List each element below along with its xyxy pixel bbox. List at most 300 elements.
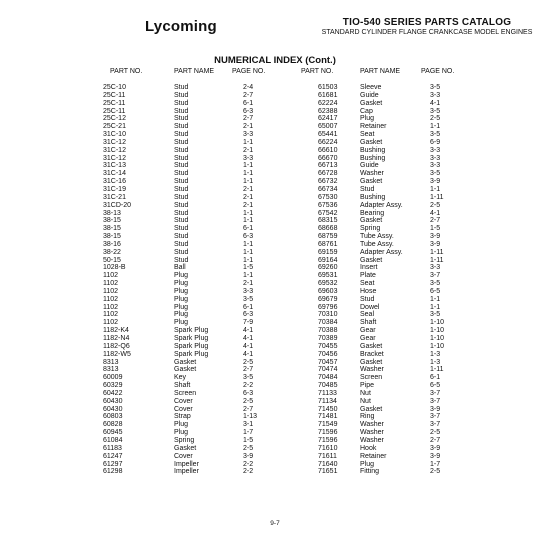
cell-page-no-2: 1-1 [430, 185, 441, 193]
cell-page-no-2: 3-5 [430, 107, 441, 115]
header-part-no-2: PART NO. [301, 68, 334, 75]
cell-part-name: Stud [174, 170, 189, 178]
cell-page-no-2: 1-1 [430, 123, 441, 131]
cell-part-name-2: Stud [360, 295, 375, 303]
cell-page-no: 2-1 [243, 123, 254, 131]
cell-page-no-2: 3-5 [430, 280, 441, 288]
cell-part-no: 60945 [103, 429, 123, 437]
cell-page-no: 3-1 [243, 421, 254, 429]
cell-part-no-2: 66713 [318, 162, 338, 170]
cell-page-no-2: 1-11 [430, 248, 444, 256]
cell-page-no: 1-1 [243, 209, 254, 217]
cell-part-no: 38-22 [103, 248, 121, 256]
cell-part-no-2: 68761 [318, 240, 338, 248]
cell-part-name: Stud [174, 225, 189, 233]
cell-page-no: 6-3 [243, 107, 254, 115]
table-row [0, 123, 550, 131]
cell-part-name: Stud [174, 209, 189, 217]
cell-page-no: 4-1 [243, 350, 254, 358]
cell-part-name: Stud [174, 256, 189, 264]
cell-part-no: 38-13 [103, 209, 121, 217]
cell-part-name-2: Fitting [360, 468, 380, 476]
header-part-name-2: PART NAME [360, 68, 401, 75]
cell-page-no: 3-5 [243, 295, 254, 303]
table-row [0, 108, 550, 116]
table-row [0, 194, 550, 202]
cell-page-no-2: 4-1 [430, 209, 441, 217]
table-row [0, 280, 550, 288]
cell-part-name: Spark Plug [174, 342, 209, 350]
cell-part-no: 1102 [103, 272, 119, 280]
cell-page-no-2: 2-5 [430, 115, 441, 123]
cell-page-no-2: 1-10 [430, 342, 445, 350]
cell-page-no-2: 1-1 [430, 303, 441, 311]
cell-part-name: Plug [174, 280, 189, 288]
cell-part-no-2: 65441 [318, 131, 338, 139]
table-row [0, 162, 550, 170]
cell-part-no: 1102 [103, 287, 119, 295]
table-row [0, 202, 550, 210]
cell-page-no: 4-1 [243, 342, 254, 350]
cell-part-name-2: Bearing [360, 209, 385, 217]
cell-page-no: 3-5 [243, 374, 254, 382]
cell-page-no: 2-7 [243, 91, 254, 99]
cell-part-no-2: 66728 [318, 170, 338, 178]
cell-part-no: 1102 [103, 311, 119, 319]
cell-part-no: 60009 [103, 374, 123, 382]
cell-part-name-2: Gasket [360, 178, 383, 186]
cell-part-no-2: 67536 [318, 201, 338, 209]
table-row [0, 382, 550, 390]
table-row [0, 84, 550, 92]
cell-part-no-2: 71610 [318, 444, 338, 452]
cell-page-no-2: 3-5 [430, 131, 441, 139]
cell-page-no-2: 1-5 [430, 225, 441, 233]
section-title: NUMERICAL INDEX (Cont.) [214, 55, 336, 66]
table-row [0, 327, 550, 335]
cell-part-no: 38-15 [103, 225, 121, 233]
cell-page-no: 1-1 [243, 256, 254, 264]
cell-part-no: 38-16 [103, 240, 121, 248]
cell-part-no: 25C-21 [103, 123, 126, 131]
cell-page-no: 2-4 [243, 84, 254, 91]
cell-part-name: Gasket [174, 358, 197, 366]
cell-page-no: 2-5 [243, 358, 254, 366]
cell-part-name-2: Bushing [360, 193, 386, 201]
cell-part-name: Plug [174, 421, 189, 429]
cell-part-name: Stud [174, 138, 189, 146]
cell-part-no: 1102 [103, 280, 119, 288]
table-row [0, 398, 550, 406]
cell-page-no: 6-3 [243, 311, 254, 319]
cell-page-no: 6-3 [243, 389, 254, 397]
cell-part-name-2: Spring [360, 225, 381, 233]
cell-part-name-2: Gasket [360, 358, 383, 366]
table-row [0, 233, 550, 241]
cell-part-no: 31C-13 [103, 162, 126, 170]
cell-part-no-2: 71549 [318, 421, 338, 429]
catalog-subtitle: STANDARD CYLINDER FLANGE CRANKCASE MODEL ENGINES [321, 29, 533, 36]
cell-part-name: Stud [174, 99, 189, 107]
cell-page-no-2: 1-1 [430, 295, 441, 303]
cell-page-no: 1-1 [243, 162, 254, 170]
cell-page-no-2: 3-9 [430, 444, 441, 452]
cell-page-no-2: 3-3 [430, 162, 441, 170]
table-row [0, 468, 550, 476]
cell-part-name-2: Washer [360, 429, 384, 437]
cell-part-name-2: Gasket [360, 405, 383, 413]
table-row [0, 115, 550, 123]
table-row [0, 225, 550, 233]
cell-part-no-2: 68759 [318, 233, 338, 241]
cell-page-no-2: 3-9 [430, 178, 441, 186]
cell-part-name: Shaft [174, 382, 191, 390]
cell-part-no-2: 71133 [318, 389, 337, 397]
cell-part-name-2: Washer [360, 366, 384, 374]
cell-part-name: Stud [174, 233, 189, 241]
table-row [0, 359, 550, 367]
catalog-header [316, 17, 538, 36]
cell-part-name-2: Retainer [360, 123, 387, 131]
table-row [0, 445, 550, 453]
cell-page-no-2: 6-9 [430, 138, 441, 146]
cell-part-no-2: 70389 [318, 335, 338, 342]
cell-part-name-2: Gasket [360, 138, 383, 146]
cell-page-no-2: 2-7 [430, 217, 441, 225]
cell-part-no: 61297 [103, 460, 123, 468]
cell-page-no-2: 1-10 [430, 319, 445, 327]
cell-part-name-2: Gasket [360, 99, 383, 107]
cell-part-no-2: 69531 [318, 272, 338, 280]
cell-part-no: 31C-12 [103, 154, 126, 162]
cell-part-no-2: 69164 [318, 256, 338, 264]
table-row [0, 288, 550, 296]
cell-part-name: Plug [174, 287, 189, 295]
cell-part-name-2: Washer [360, 421, 384, 429]
table-row [0, 100, 550, 108]
cell-part-name: Plug [174, 311, 189, 319]
cell-part-name: Stud [174, 240, 189, 248]
cell-page-no: 1-5 [243, 264, 254, 272]
cell-part-name: Impeller [174, 460, 199, 468]
cell-part-name-2: Bushing [360, 146, 386, 154]
cell-part-name: Stud [174, 178, 189, 186]
cell-page-no: 7-9 [243, 319, 254, 327]
cell-part-no-2: 69679 [318, 295, 338, 303]
cell-part-no-2: 68668 [318, 225, 338, 233]
cell-part-no-2: 70455 [318, 342, 338, 350]
cell-part-name-2: Sleeve [360, 84, 382, 91]
table-row [0, 155, 550, 163]
table-row [0, 210, 550, 218]
table-row [0, 374, 550, 382]
cell-part-name: Strap [174, 413, 191, 421]
table-row [0, 170, 550, 178]
cell-part-name-2: Plug [360, 115, 375, 123]
cell-part-no: 60430 [103, 397, 123, 405]
cell-part-name: Stud [174, 131, 189, 139]
cell-page-no: 2-5 [243, 397, 254, 405]
cell-part-no: 38-15 [103, 217, 121, 225]
cell-part-no-2: 66670 [318, 154, 338, 162]
cell-part-no: 60803 [103, 413, 123, 421]
cell-page-no-2: 1-11 [430, 366, 444, 374]
cell-part-no: 25C-11 [103, 91, 126, 99]
cell-page-no: 2-7 [243, 405, 254, 413]
cell-page-no-2: 1-10 [430, 335, 445, 342]
cell-part-name: Stud [174, 123, 189, 131]
cell-part-no: 50-15 [103, 256, 121, 264]
cell-part-name-2: Plate [360, 272, 376, 280]
cell-part-no: 31CD-20 [103, 201, 132, 209]
cell-part-name-2: Screen [360, 374, 383, 382]
cell-page-no-2: 6-5 [430, 287, 441, 295]
table-row [0, 257, 550, 265]
cell-part-name-2: Bushing [360, 154, 386, 162]
table-row [0, 304, 550, 312]
cell-part-no-2: 71596 [318, 436, 338, 444]
cell-part-no-2: 62417 [318, 115, 338, 123]
cell-part-no: 61084 [103, 436, 123, 444]
cell-part-name-2: Gear [360, 335, 376, 342]
cell-part-no: 61298 [103, 468, 123, 476]
table-row [0, 335, 550, 343]
cell-part-name-2: Pipe [360, 382, 375, 390]
cell-part-name: Stud [174, 162, 189, 170]
cell-page-no: 1-1 [243, 138, 254, 146]
cell-part-name: Screen [174, 389, 197, 397]
cell-part-no-2: 71450 [318, 405, 338, 413]
table-row [0, 296, 550, 304]
cell-part-no: 31C-19 [103, 185, 126, 193]
cell-part-no-2: 65007 [318, 123, 338, 131]
cell-page-no-2: 6-1 [430, 374, 441, 382]
cell-part-no-2: 71651 [318, 468, 338, 476]
cell-part-name-2: Gasket [360, 256, 383, 264]
page-number: 9-7 [270, 520, 280, 527]
cell-page-no: 1-1 [243, 217, 254, 225]
cell-part-no-2: 62224 [318, 99, 338, 107]
cell-part-no-2: 68315 [318, 217, 338, 225]
cell-page-no: 3-3 [243, 154, 254, 162]
cell-part-no: 25C-11 [103, 107, 126, 115]
table-row [0, 241, 550, 249]
cell-part-no: 1028-B [103, 264, 126, 272]
cell-part-name: Impeller [174, 468, 199, 476]
cell-part-no: 8313 [103, 366, 119, 374]
cell-part-no: 25C-10 [103, 84, 126, 91]
cell-page-no-2: 3-7 [430, 389, 441, 397]
cell-page-no: 2-7 [243, 115, 254, 123]
cell-part-name-2: Washer [360, 170, 384, 178]
cell-part-name-2: Stud [360, 185, 375, 193]
cell-part-name-2: Seat [360, 280, 375, 288]
cell-part-no-2: 70457 [318, 358, 338, 366]
cell-part-no: 1102 [103, 295, 119, 303]
cell-page-no: 2-1 [243, 146, 254, 154]
cell-part-no: 1182-W5 [103, 350, 131, 358]
cell-part-no-2: 66610 [318, 146, 338, 154]
cell-part-no-2: 66732 [318, 178, 338, 186]
cell-part-name-2: Shaft [360, 319, 377, 327]
cell-page-no-2: 2-5 [430, 429, 441, 437]
cell-part-no: 38-15 [103, 233, 121, 241]
cell-part-name: Stud [174, 201, 189, 209]
cell-part-name-2: Hose [360, 287, 377, 295]
cell-part-name: Spark Plug [174, 335, 209, 342]
cell-part-no: 31C-16 [103, 178, 126, 186]
cell-page-no-2: 3-5 [430, 311, 441, 319]
cell-part-no: 60430 [103, 405, 123, 413]
cell-part-name-2: Adapter Assy. [360, 201, 403, 209]
header-part-name: PART NAME [174, 68, 215, 75]
table-row [0, 139, 550, 147]
cell-part-no-2: 70484 [318, 374, 338, 382]
cell-part-no: 61247 [103, 452, 123, 460]
cell-part-no: 60828 [103, 421, 123, 429]
table-row [0, 429, 550, 437]
cell-page-no: 2-5 [243, 444, 254, 452]
cell-part-no: 31C-12 [103, 146, 126, 154]
table-row [0, 366, 550, 374]
cell-part-name: Plug [174, 319, 189, 327]
cell-page-no-2: 1-3 [430, 358, 441, 366]
table-row [0, 178, 550, 186]
cell-part-no: 31C-10 [103, 131, 126, 139]
cell-part-name: Gasket [174, 444, 197, 452]
cell-page-no-2: 1-7 [430, 460, 441, 468]
cell-part-no-2: 70485 [318, 382, 338, 390]
cell-part-no: 31C-21 [103, 193, 126, 201]
cell-part-name: Stud [174, 107, 189, 115]
table-row [0, 421, 550, 429]
table-row [0, 264, 550, 272]
cell-part-name-2: Guide [360, 162, 379, 170]
table-row [0, 217, 550, 225]
cell-part-name-2: Seal [360, 311, 375, 319]
cell-part-name-2: Cap [360, 107, 373, 115]
cell-page-no-2: 3-5 [430, 170, 441, 178]
table-row [0, 249, 550, 257]
cell-part-name: Stud [174, 217, 189, 225]
cell-page-no-2: 4-1 [430, 99, 441, 107]
cell-part-name: Stud [174, 115, 189, 123]
cell-page-no: 3-3 [243, 287, 254, 295]
cell-part-name: Plug [174, 303, 189, 311]
cell-part-no-2: 69260 [318, 264, 338, 272]
index-table [0, 84, 550, 476]
header-page-no: PAGE NO. [232, 68, 266, 75]
cell-part-no: 1102 [103, 319, 119, 327]
cell-part-name: Plug [174, 295, 189, 303]
cell-part-name: Plug [174, 429, 189, 437]
cell-part-no-2: 66224 [318, 138, 338, 146]
cell-page-no-2: 2-7 [430, 436, 441, 444]
cell-page-no: 4-1 [243, 335, 254, 342]
cell-page-no: 2-1 [243, 201, 254, 209]
cell-part-name: Spark Plug [174, 327, 209, 335]
cell-part-no-2: 71611 [318, 452, 337, 460]
cell-part-name: Gasket [174, 366, 197, 374]
cell-page-no: 1-1 [243, 240, 254, 248]
cell-part-name-2: Retainer [360, 452, 387, 460]
cell-part-name-2: Plug [360, 460, 375, 468]
cell-part-no: 61183 [103, 444, 122, 452]
cell-page-no: 3-3 [243, 131, 254, 139]
cell-part-name-2: Gear [360, 327, 376, 335]
cell-part-name-2: Insert [360, 264, 378, 272]
table-row [0, 343, 550, 351]
cell-part-name-2: Nut [360, 389, 371, 397]
cell-page-no-2: 3-7 [430, 397, 441, 405]
cell-page-no: 6-1 [243, 99, 254, 107]
cell-part-no: 1182-K4 [103, 327, 129, 335]
cell-part-no: 60422 [103, 389, 123, 397]
cell-part-no: 1182-Q6 [103, 342, 130, 350]
cell-part-name-2: Nut [360, 397, 371, 405]
cell-page-no: 1-7 [243, 429, 254, 437]
cell-page-no-2: 3-7 [430, 272, 441, 280]
cell-part-name: Stud [174, 193, 189, 201]
table-row [0, 311, 550, 319]
table-row [0, 131, 550, 139]
cell-part-name: Spark Plug [174, 350, 209, 358]
table-row [0, 437, 550, 445]
table-row [0, 351, 550, 359]
cell-page-no: 3-9 [243, 452, 254, 460]
cell-part-name: Ball [174, 264, 186, 272]
cell-part-no-2: 67530 [318, 193, 338, 201]
table-row [0, 92, 550, 100]
cell-part-no-2: 61503 [318, 84, 338, 91]
catalog-title: TIO-540 SERIES PARTS CATALOG [342, 17, 512, 28]
cell-page-no-2: 2-5 [430, 201, 441, 209]
cell-page-no-2: 1-10 [430, 327, 445, 335]
cell-part-name-2: Guide [360, 91, 379, 99]
table-row [0, 390, 550, 398]
cell-page-no-2: 1-11 [430, 256, 444, 264]
cell-page-no: 2-1 [243, 193, 254, 201]
cell-part-no-2: 69532 [318, 280, 338, 288]
cell-page-no: 1-1 [243, 170, 254, 178]
cell-page-no-2: 3-3 [430, 264, 441, 272]
table-row [0, 319, 550, 327]
cell-part-no-2: 69603 [318, 287, 338, 295]
cell-part-name-2: Bracket [360, 350, 384, 358]
cell-part-no-2: 70456 [318, 350, 338, 358]
cell-page-no-2: 3-7 [430, 413, 441, 421]
cell-part-no-2: 71640 [318, 460, 338, 468]
cell-page-no: 2-2 [243, 468, 254, 476]
cell-page-no-2: 3-3 [430, 154, 441, 162]
cell-page-no: 1-1 [243, 178, 254, 186]
cell-part-no-2: 71134 [318, 397, 337, 405]
cell-part-name: Stud [174, 185, 189, 193]
cell-page-no: 1-13 [243, 413, 258, 421]
cell-part-name-2: Hook [360, 444, 377, 452]
cell-page-no: 2-2 [243, 382, 254, 390]
cell-part-name: Key [174, 374, 187, 382]
cell-part-no-2: 69159 [318, 248, 338, 256]
cell-part-name: Stud [174, 154, 189, 162]
cell-part-no-2: 69796 [318, 303, 338, 311]
cell-part-name: Stud [174, 248, 189, 256]
cell-part-name: Stud [174, 146, 189, 154]
cell-part-name-2: Tube Assy. [360, 233, 394, 241]
cell-page-no: 1-1 [243, 248, 254, 256]
cell-part-no: 1102 [103, 303, 119, 311]
cell-page-no-2: 1-3 [430, 350, 441, 358]
